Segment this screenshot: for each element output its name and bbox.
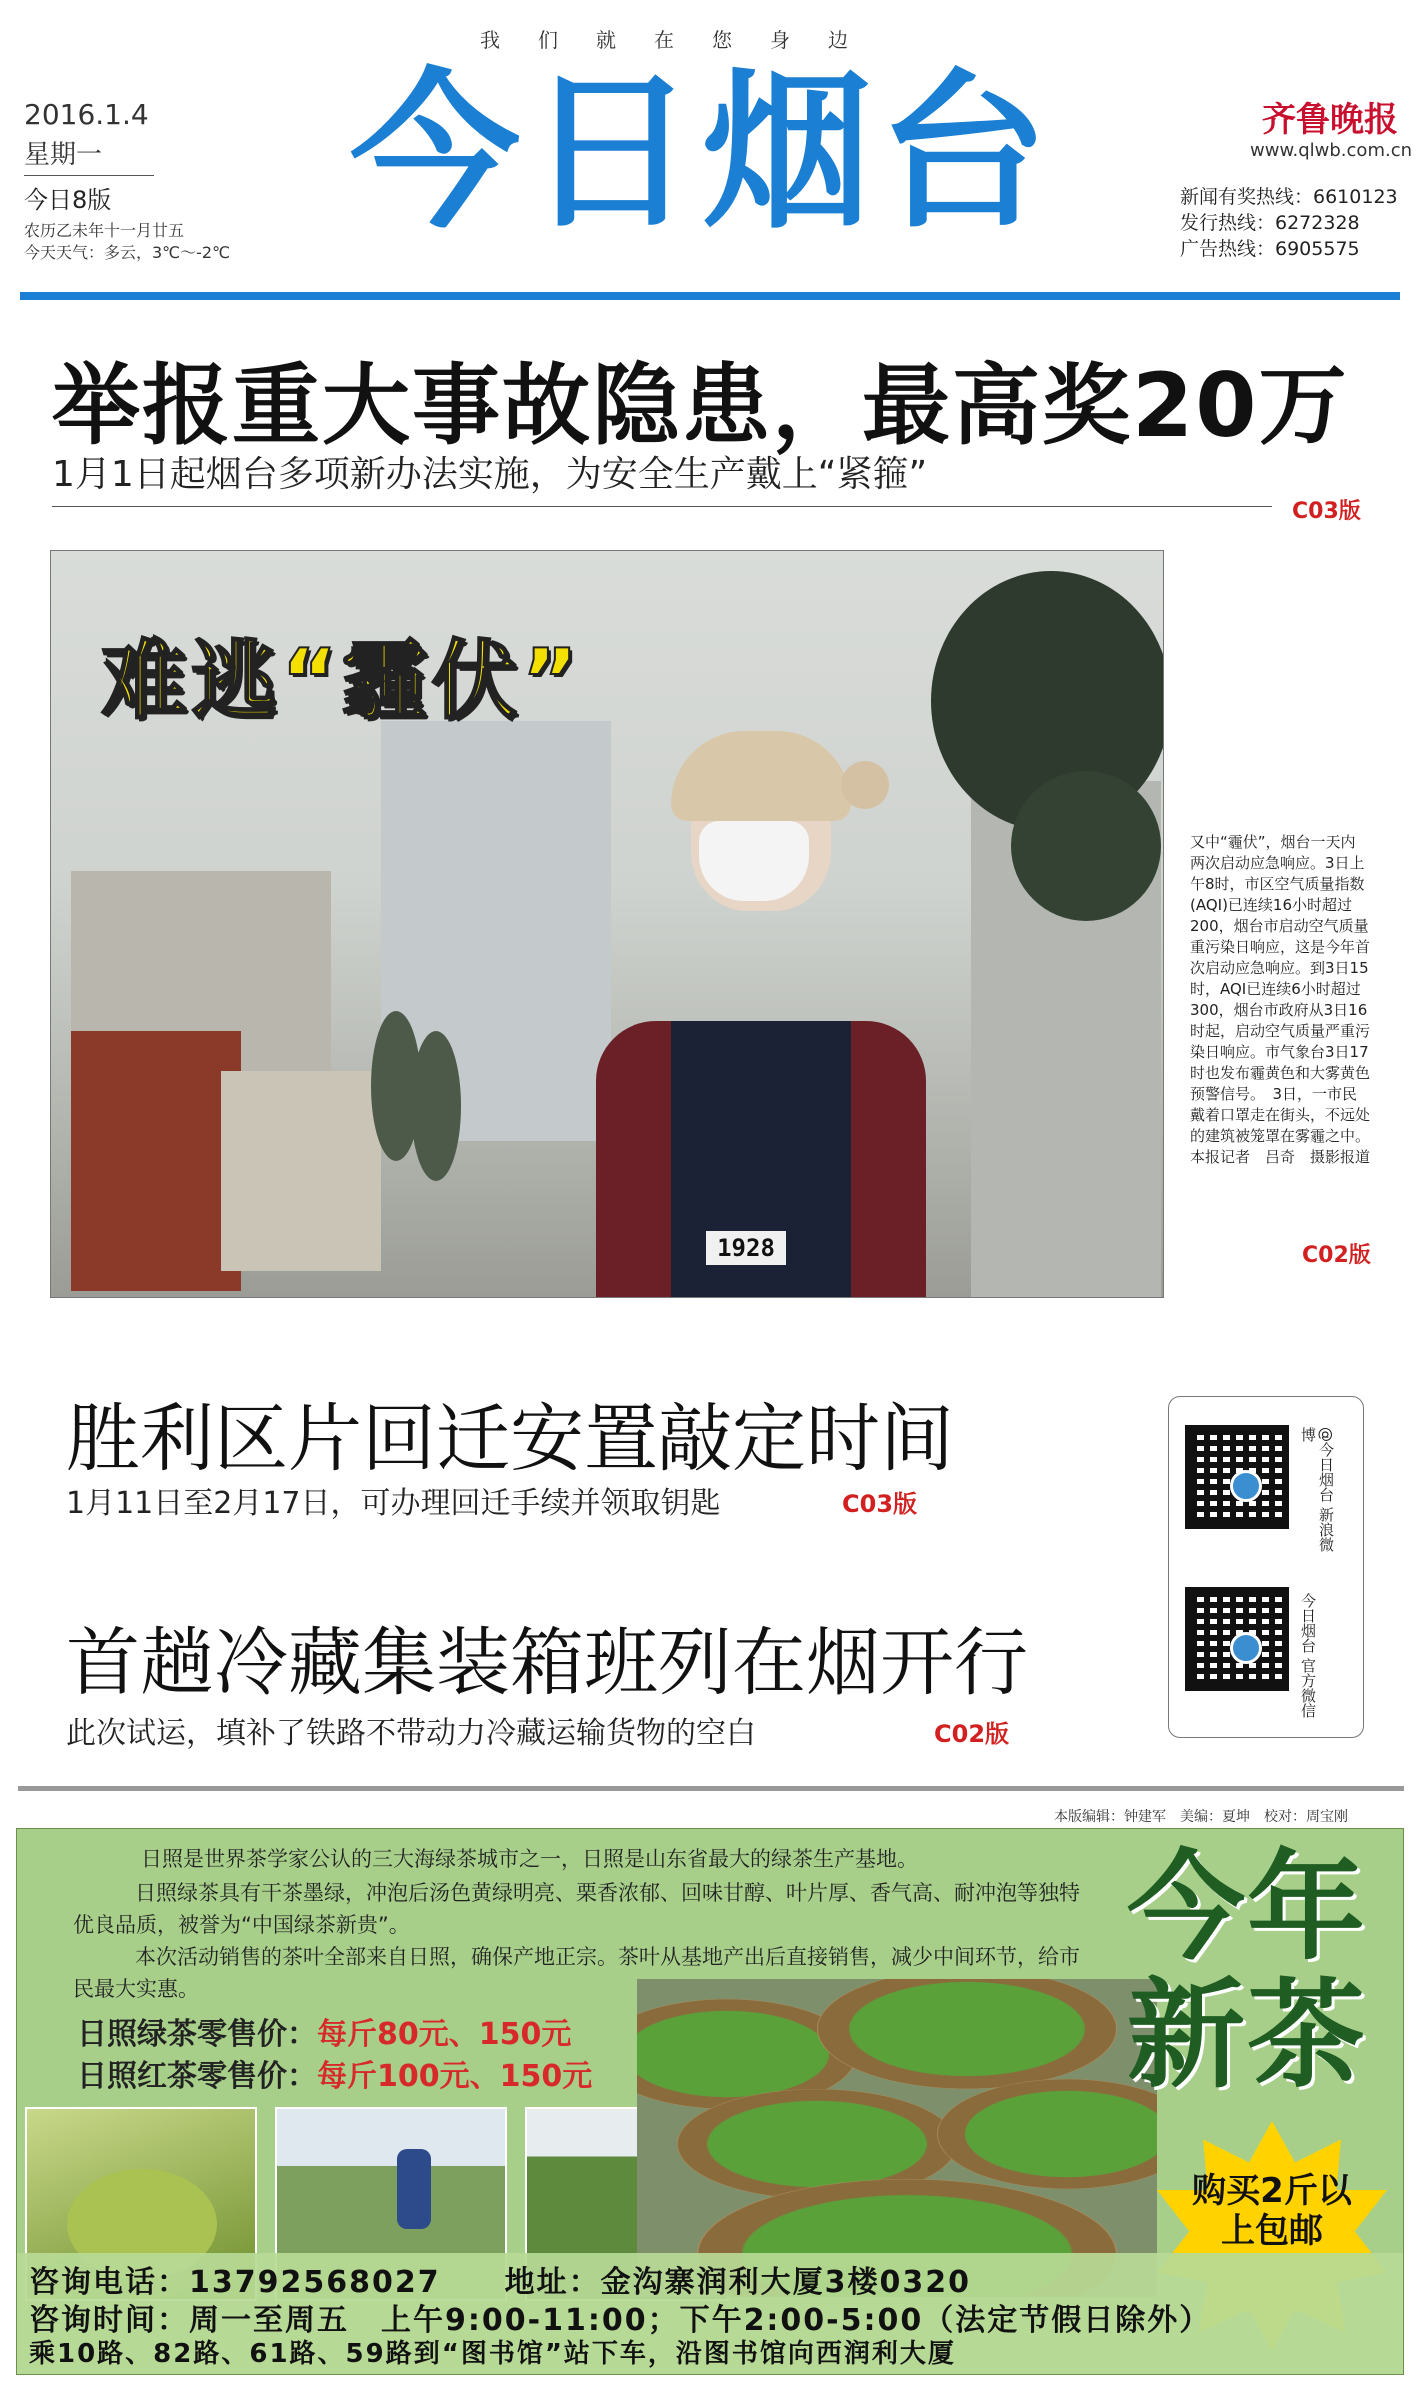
new-tea-slogan: 今年新茶 [1127,1838,1368,2104]
hotline-news: 新闻有奖热线：6610123 [1180,186,1398,208]
story2-subhead: 1月11日至2月17日，可办理回迁手续并领取钥匙 [66,1486,721,1521]
lunar-date: 农历乙未年十一月廿五 [24,221,185,240]
issue-date: 2016.1.4 [24,98,149,131]
weekday: 星期一 [24,134,154,176]
smog-photo: 1928 难逃“霾伏” [50,550,1164,1298]
masthead: 今日烟台 [350,54,1055,252]
green-tea-price: 每斤80元、150元 [317,2017,572,2052]
wechat-qr-code[interactable] [1185,1587,1289,1691]
wechat-label: 今日烟台 官方微信 [1299,1593,1317,1718]
tea-advertisement [16,1828,1404,2375]
lead-subhead: 1月1日起烟台多项新办法实施，为安全生产戴上“紧箍” [52,454,928,495]
shipping-promo: 购买2斤以上包邮 [1192,2171,1352,2251]
lead-headline[interactable]: 举报重大事故隐患，最高奖20万 [52,354,1349,457]
lead-page-ref[interactable]: C03版 [1292,499,1361,524]
story2-headline[interactable]: 胜利区片回迁安置敲定时间 [66,1396,954,1482]
ad-paragraph-2: 日照绿茶具有干茶墨绿，冲泡后汤色黄绿明亮、栗香浓郁、回味甘醇、叶片厚、香气高、耐冲泡等独特优良品质，被誉为“中国绿茶新贵”。 [73,1881,1080,1937]
header-rule [20,292,1400,300]
slogan: 我们就在您身边 [480,28,886,52]
ad-paragraph-1: 日照是世界茶学家公认的三大海绿茶城市之一，日照是山东省最大的绿茶生产基地。 [141,1847,918,1871]
qr-card [1168,1396,1364,1738]
photo-title: 难逃“霾伏” [101,631,583,731]
story3-page-ref[interactable]: C02版 [934,1720,1010,1748]
tea-trays-photo [637,1979,1157,2297]
ad-bus-directions: 乘10路、82路、61路、59路到“图书馆”站下车，沿图书馆向西润利大厦 [29,2339,956,2369]
brand-logo: 齐鲁晚报 [1262,100,1398,140]
ad-phone-address: 咨询电话：13792568027 地址：金沟寨润利大厦3楼0320 [29,2265,971,2300]
weibo-qr-code[interactable] [1185,1425,1289,1529]
photo-caption: 又中“霾伏”，烟台一天内两次启动应急响应。3日上午8时，市区空气质量指数(AQI)已连续16小时超过200，烟台市启动空气质量重污染日响应，这是今年首次启动应急响应。到3日15时，AQI已连续6小时超过300，烟台市政府从3日16时起，启动空气质量严重污染日响应。市气象台3日17时也发布霾黄色和大雾黄色预警信号。 3日，一市民戴着口罩走在街头，不远处的建筑被笼罩在雾霾之中。本报记者 吕奇 摄影报道 [1190,833,1371,1166]
ad-hours: 咨询时间：周一至周五 上午9:00-11:00；下午2:00-5:00（法定节假日除外） [29,2303,1212,2338]
story3-subhead: 此次试运，填补了铁路不带动力冷藏运输货物的空白 [66,1716,756,1751]
weather: 今天天气：多云，3℃～-2℃ [24,243,231,262]
green-tea-price-label: 日照绿茶零售价： [77,2017,317,2052]
ad-separator [18,1786,1404,1791]
lead-rule [52,506,1272,507]
weibo-label: @今日烟台 新浪微博 [1299,1427,1335,1552]
story2-page-ref[interactable]: C03版 [842,1490,918,1518]
hotline-distribution: 发行热线：6272328 [1180,212,1360,234]
hotline-ads: 广告热线：6905575 [1180,238,1360,260]
site-url[interactable]: www.qlwb.com.cn [1250,140,1412,161]
ad-paragraph-3: 本次活动销售的茶叶全部来自日照，确保产地正宗。茶叶从基地产出后直接销售，减少中间环节，给市民最大实惠。 [73,1945,1080,2001]
black-tea-price: 每斤100元、150元 [317,2059,593,2094]
page-credits: 本版编辑：钟建军 美编：夏坤 校对：周宝刚 [1054,1809,1348,1825]
edition-count: 今日8版 [24,186,112,214]
photo-page-ref[interactable]: C02版 [1302,1243,1371,1268]
black-tea-price-label: 日照红茶零售价： [77,2059,317,2094]
story3-headline[interactable]: 首趟冷藏集装箱班列在烟开行 [66,1620,1028,1706]
